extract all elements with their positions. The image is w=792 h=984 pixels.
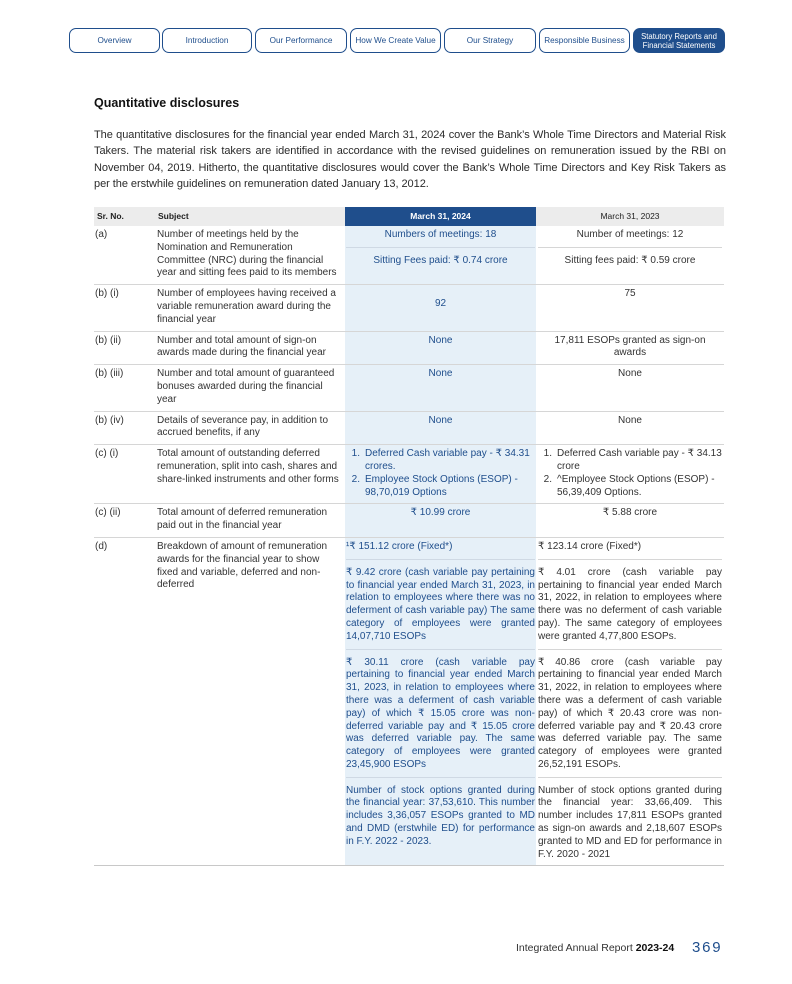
tab-responsible-business[interactable]: Responsible Business <box>539 28 630 53</box>
non-deferred-pay-2024: ₹ 9.42 crore (cash variable pay pertaining to financial year ended March 31, 2023, in relation to employees where there was no deferment of cash variable pay) The same category of employees were granted 14,07,710 ESOPs <box>346 559 535 644</box>
list-item <box>346 474 535 500</box>
tab-our-strategy[interactable]: Our Strategy <box>444 28 536 53</box>
list-item <box>538 448 722 474</box>
row-fy2023: 75 <box>536 285 724 331</box>
list-item-number: 2. <box>351 473 360 485</box>
report-label: Integrated Annual Report <box>516 942 633 954</box>
list-item-text: Deferred Cash variable pay - ₹ 34.13 crore <box>557 448 722 472</box>
row-srno: (b) (iv) <box>94 411 155 445</box>
row-subject: Number of meetings held by the Nomination and Remuneration Committee (NRC) during the financial year and sitting fees paid to its members <box>155 226 345 285</box>
list-item-number: 1. <box>543 448 552 460</box>
row-fy2023: None <box>536 411 724 445</box>
list-item-text: Employee Stock Options (ESOP) - 98,70,019 Options <box>365 473 518 498</box>
row-srno: (a) <box>94 226 155 285</box>
tab-our-performance[interactable]: Our Performance <box>255 28 347 53</box>
table-row <box>94 226 724 285</box>
fixed-pay-2024: ¹₹ 151.12 crore (Fixed*) <box>346 540 453 552</box>
non-deferred-pay-2023: ₹ 4.01 crore (cash variable pay pertaining to financial year ended March 31, 2022, in relation to employees where there was no deferment of cash variable pay). The same category of employees were granted 4,77,800 ESOPs. <box>538 559 722 644</box>
row-subject: Number and total amount of guaranteed bonuses awarded during the financial year <box>155 365 345 411</box>
row-fy2023 <box>536 537 724 866</box>
page-number: 369 <box>692 939 723 956</box>
row-srno: (c) (i) <box>94 445 155 504</box>
row-subject: Number and total amount of sign-on awards made during the financial year <box>155 331 345 365</box>
list-item-text: Deferred Cash variable pay - ₹ 34.31 crores. <box>365 448 530 472</box>
header-subject: Subject <box>155 207 345 226</box>
tab-how-we-create-value[interactable]: How We Create Value <box>350 28 441 53</box>
row-subject: Breakdown of amount of remuneration awards for the financial year to show fixed and variable, deferred and non-deferred <box>155 537 345 866</box>
table-row <box>94 411 724 445</box>
row-subject: Total amount of outstanding deferred remuneration, split into cash, shares and share-linked instruments and other forms <box>155 445 345 504</box>
row-fy2024 <box>345 226 536 285</box>
row-srno: (d) <box>94 537 155 866</box>
report-footer <box>516 942 674 954</box>
tab-overview[interactable]: Overview <box>69 28 160 53</box>
table-row <box>94 445 724 504</box>
row-fy2023: None <box>536 365 724 411</box>
stock-options-2023: Number of stock options granted during the financial year: 33,66,409. This number includes 17,811 ESOPs granted as sign-on awards and 2,18,607 ESOPs granted to MD and ED for performance in F.Y. 2020 - 2021 <box>538 777 722 862</box>
table-row <box>94 365 724 411</box>
meetings-2024: Numbers of meetings: 18 <box>384 229 497 240</box>
table-row <box>94 331 724 365</box>
deferred-list-2024 <box>346 448 535 499</box>
report-year: 2023-24 <box>635 942 675 954</box>
section-title: Quantitative disclosures <box>94 96 240 110</box>
disclosures-table <box>94 207 724 866</box>
sitting-fees-2023: Sitting fees paid: ₹ 0.59 crore <box>538 247 722 268</box>
stock-options-2024: Number of stock options granted during the financial year: 37,53,610. This number includes 3,36,057 ESOPs granted to MD and DMD (erstwhile ED) for performance in F.Y. 2022 - 2023. <box>346 777 535 849</box>
row-fy2023: 17,811 ESOPs granted as sign-on awards <box>536 331 724 365</box>
table-row <box>94 285 724 331</box>
list-item-number: 2. <box>543 473 552 485</box>
row-subject: Number of employees having received a variable remuneration award during the financial year <box>155 285 345 331</box>
tab-introduction[interactable]: Introduction <box>162 28 252 53</box>
table-header-row <box>94 207 724 226</box>
deferred-pay-2023: ₹ 40.86 crore (cash variable pay pertaining to financial year ended March 31, 2022, in relation to employees where there was a deferment of cash variable pay) of which ₹ 20.43 crore was non-deferred variable pay and ₹ 20.43 crore was deferred variable pay. The same category of employees were granted 26,52,191 ESOPs. <box>538 649 722 772</box>
row-fy2023: ₹ 5.88 crore <box>536 504 724 538</box>
row-fy2023 <box>536 226 724 285</box>
list-item-number: 1. <box>351 448 360 460</box>
fixed-pay-2023: ₹ 123.14 crore (Fixed*) <box>538 540 642 552</box>
row-fy2024: None <box>345 365 536 411</box>
section-nav <box>69 28 725 53</box>
row-fy2023 <box>536 445 724 504</box>
row-fy2024 <box>345 445 536 504</box>
header-srno: Sr. No. <box>94 207 155 226</box>
table-row <box>94 537 724 866</box>
table-row <box>94 504 724 538</box>
meetings-2023: Number of meetings: 12 <box>576 229 684 240</box>
row-fy2024: None <box>345 411 536 445</box>
deferred-pay-2024: ₹ 30.11 crore (cash variable pay pertaining to financial year ended March 31, 2023, in relation to employees where there was a deferment of cash variable pay) of which ₹ 15.05 crore was non-deferred variable pay and ₹ 15.05 crore was deferred variable pay. The same category of employees were granted 23,45,900 ESOPs <box>346 649 535 772</box>
header-fy2023: March 31, 2023 <box>536 207 724 226</box>
row-fy2024: None <box>345 331 536 365</box>
header-fy2024: March 31, 2024 <box>345 207 536 226</box>
tab-statutory-line2: Financial Statements <box>642 40 716 50</box>
row-srno: (b) (ii) <box>94 331 155 365</box>
row-srno: (c) (ii) <box>94 504 155 538</box>
row-fy2024: ₹ 10.99 crore <box>345 504 536 538</box>
row-subject: Details of severance pay, in addition to accrued benefits, if any <box>155 411 345 445</box>
intro-paragraph: The quantitative disclosures for the financial year ended March 31, 2024 cover the Bank’s Whole Time Directors and Material Risk Takers. The material risk takers are identified in accordance with the revised guidelines on remuneration issued by the RBI on November 04, 2019. Hitherto, the quantitative disclosures would cover the Bank’s Whole Time Directors and Key Risk Takers as per the erstwhile guidelines on remuneration dated January 13, 2012. <box>94 129 726 190</box>
deferred-list-2023 <box>538 448 722 499</box>
tab-statutory-line1: Statutory Reports and <box>641 31 717 41</box>
row-fy2024 <box>345 537 536 866</box>
list-item <box>538 474 722 500</box>
row-fy2024: 92 <box>345 285 536 331</box>
tab-statutory-reports[interactable] <box>633 28 725 53</box>
list-item-text: ^Employee Stock Options (ESOP) - 56,39,409 Options. <box>557 473 715 498</box>
sitting-fees-2024: Sitting Fees paid: ₹ 0.74 crore <box>346 247 535 268</box>
row-srno: (b) (i) <box>94 285 155 331</box>
row-subject: Total amount of deferred remuneration paid out in the financial year <box>155 504 345 538</box>
row-srno: (b) (iii) <box>94 365 155 411</box>
list-item <box>346 448 535 474</box>
